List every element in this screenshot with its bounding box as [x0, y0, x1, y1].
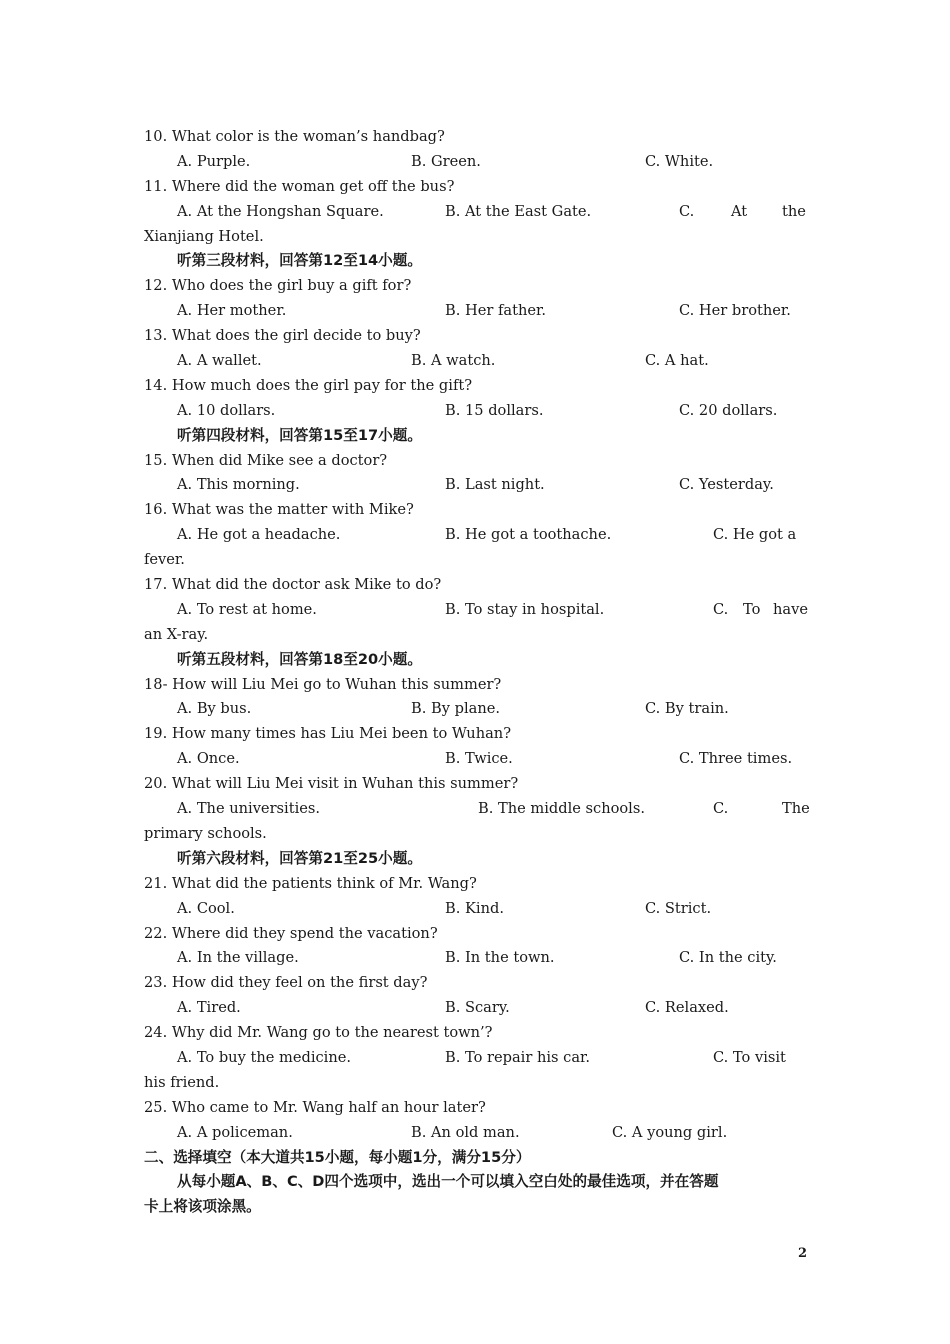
answer-option: A. To rest at home. [177, 600, 317, 618]
answer-option: B. By plane. [411, 700, 500, 718]
answer-option: C. [713, 600, 729, 618]
answer-option: A. 10 dollars. [177, 401, 276, 419]
question-text: 22. Where did they spend the vacation? [144, 924, 438, 942]
question-text: 16. What was the matter with Mike? [144, 501, 414, 519]
question-text: 10. What color is the woman’s handbag? [144, 128, 445, 145]
answer-option: A. A wallet. [177, 352, 262, 370]
answer-option: C. Three times. [679, 750, 793, 768]
answer-option: A. In the village. [177, 949, 299, 967]
answer-option: A. The universities. [177, 800, 321, 818]
answer-option: B. 15 dollars. [445, 401, 544, 419]
answer-option: C. White. [645, 152, 714, 170]
answer-option: C. [713, 800, 729, 818]
question-text: 19. How many times has Liu Mei been to Wuhan? [144, 725, 512, 743]
answer-option: C. Yesterday. [679, 476, 774, 494]
answer-option: A. At the Hongshan Square. [177, 202, 384, 220]
answer-option: C. Relaxed. [645, 999, 729, 1017]
answer-option: B. Last night. [445, 476, 545, 494]
answer-option: A. Tired. [177, 999, 241, 1017]
question-text: his friend. [144, 1073, 220, 1091]
section-heading: 二、选择填空（本大道共15小题，每小题1分，满分15分） [144, 1148, 531, 1166]
answer-option: A. He got a headache. [177, 526, 341, 544]
question-text: 12. Who does the girl buy a gift for? [144, 277, 412, 295]
answer-options [144, 523, 808, 548]
question-text: fever. [144, 551, 185, 569]
question-text: 14. How much does the girl pay for the gift? [144, 376, 473, 394]
answer-options [144, 797, 808, 822]
answer-option: B. To repair his car. [445, 1048, 591, 1066]
question-text: 21. What did the patients think of Mr. Wang? [144, 874, 477, 892]
answer-option: C. 20 dollars. [679, 401, 778, 419]
question-text: 25. Who came to Mr. Wang half an hour later? [144, 1098, 486, 1116]
answer-option: C. Strict. [645, 899, 712, 917]
answer-option: B. Kind. [445, 899, 504, 917]
question-text: Xianjiang Hotel. [144, 227, 264, 245]
answer-option: The [782, 800, 810, 818]
answer-option: A. Once. [177, 750, 240, 768]
answer-options [144, 946, 808, 971]
page-number: 2 [798, 1246, 808, 1261]
answer-option: B. Her father. [445, 302, 546, 320]
answer-option: A. Purple. [177, 152, 251, 170]
answer-options [144, 747, 808, 772]
section-instruction: 听第四段材料，回答第15至17小题。 [177, 426, 422, 444]
answer-option: B. A watch. [411, 352, 496, 370]
question-text: 20. What will Liu Mei visit in Wuhan this summer? [144, 775, 519, 793]
answer-option: C. In the city. [679, 949, 777, 967]
answer-options [144, 897, 808, 922]
answer-option: C. A hat. [645, 352, 709, 370]
answer-option: B. He got a toothache. [445, 526, 612, 544]
answer-option: have [773, 600, 808, 618]
section-instruction: 听第三段材料，回答第12至14小题。 [177, 252, 422, 270]
question-text: 18- How will Liu Mei go to Wuhan this summer? [144, 675, 502, 693]
answer-option: A. Her mother. [177, 302, 287, 320]
answer-option: C. [679, 202, 695, 220]
question-text: 17. What did the doctor ask Mike to do? [144, 576, 442, 594]
answer-options [144, 150, 808, 175]
answer-option: B. Green. [411, 152, 481, 170]
answer-option: B. In the town. [445, 949, 555, 967]
answer-option: C. A young girl. [612, 1123, 728, 1141]
answer-option: B. Scary. [445, 999, 510, 1017]
answer-option: A. A policeman. [177, 1123, 293, 1141]
answer-option: B. An old man. [411, 1123, 520, 1141]
answer-option: B. At the East Gate. [445, 202, 592, 220]
section-instruction: 听第六段材料，回答第21至25小题。 [177, 849, 422, 867]
answer-option: A. This morning. [177, 476, 300, 494]
answer-options [144, 697, 808, 722]
answer-option: A. By bus. [177, 700, 252, 718]
answer-option: A. To buy the medicine. [177, 1048, 352, 1066]
answer-options [144, 399, 808, 424]
answer-option: C. He got a [713, 526, 797, 544]
answer-option: C. To visit [713, 1048, 786, 1066]
answer-option: To [743, 600, 761, 618]
answer-option: At [731, 202, 748, 220]
answer-options [144, 1046, 808, 1071]
answer-option: B. The middle schools. [478, 800, 645, 818]
question-text: 13. What does the girl decide to buy? [144, 327, 421, 345]
question-text: 11. Where did the woman get off the bus? [144, 177, 455, 195]
answer-option: the [782, 202, 806, 220]
answer-options [144, 1121, 808, 1146]
answer-options [144, 349, 808, 374]
answer-option: A. Cool. [177, 899, 235, 917]
answer-options [144, 299, 808, 324]
section-instruction: 从每小题A、B、C、D四个选项中，选出一个可以填入空白处的最佳选项，并在答题 [177, 1173, 719, 1191]
answer-options [144, 200, 808, 225]
question-text: 23. How did they feel on the first day? [144, 974, 428, 992]
answer-option: C. By train. [645, 700, 729, 718]
question-text: primary schools. [144, 824, 267, 842]
answer-option: B. Twice. [445, 750, 513, 768]
answer-option: C. Her brother. [679, 302, 791, 320]
question-text: an X-ray. [144, 625, 209, 643]
document-body [144, 125, 808, 1220]
answer-options [144, 473, 808, 498]
answer-option: B. To stay in hospital. [445, 600, 605, 618]
answer-options [144, 996, 808, 1021]
question-text: 24. Why did Mr. Wang go to the nearest town’? [144, 1024, 493, 1042]
answer-options [144, 598, 808, 623]
section-heading: 卡上将该项涂黑。 [144, 1198, 261, 1216]
section-instruction: 听第五段材料，回答第18至20小题。 [177, 650, 422, 668]
question-text: 15. When did Mike see a doctor? [144, 451, 388, 469]
